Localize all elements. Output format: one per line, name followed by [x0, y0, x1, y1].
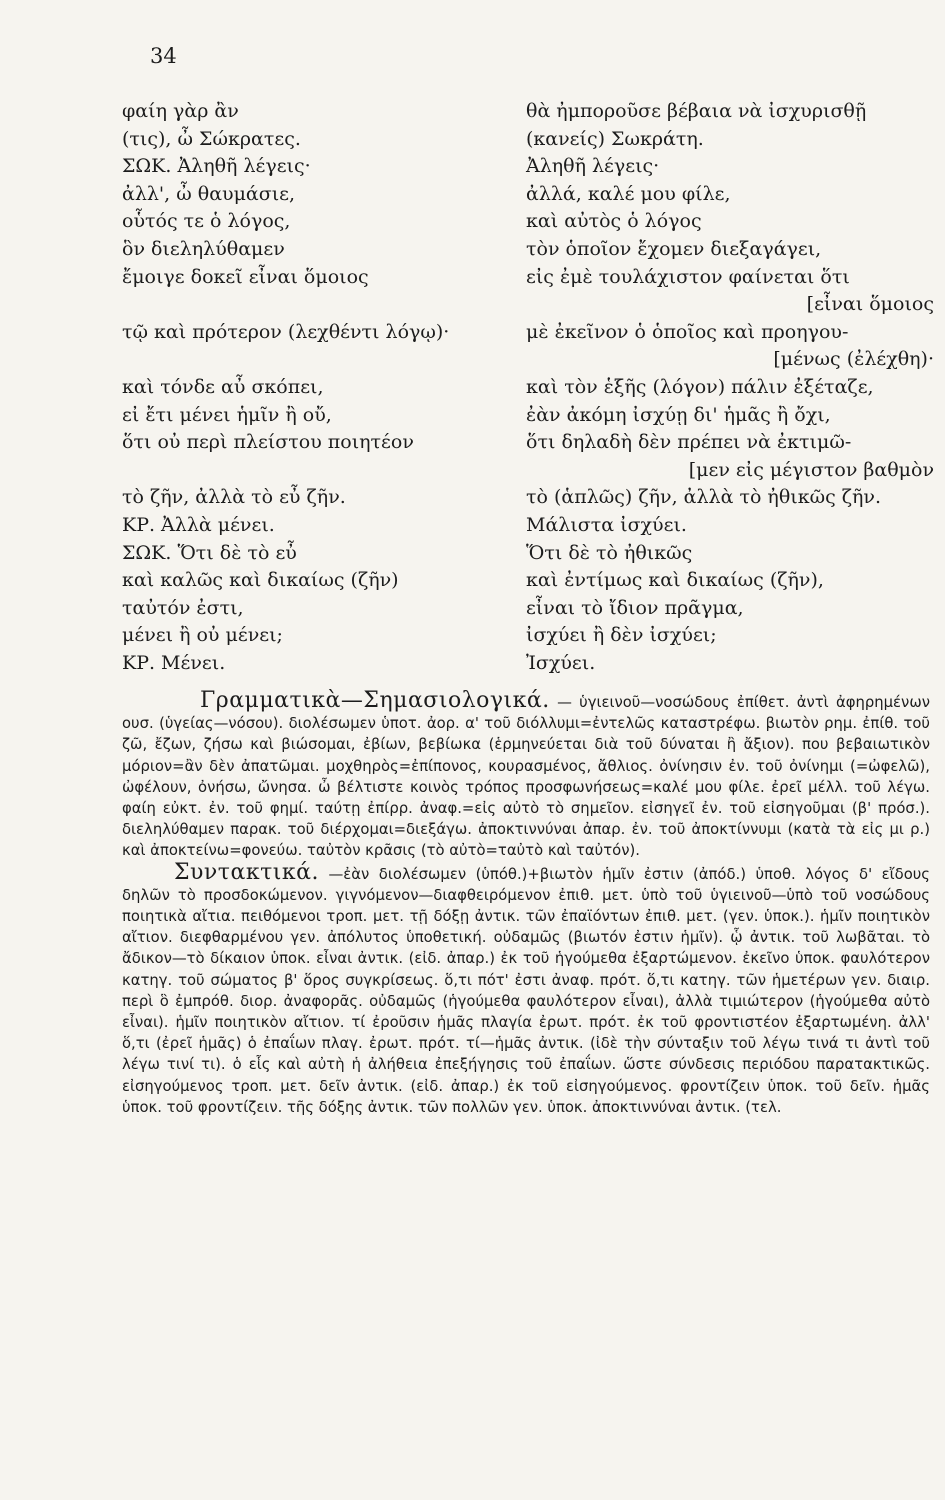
modern-translation: μὲ ἐκεῖνον ὁ ὁποῖος καὶ προηγου-: [526, 320, 849, 343]
greek-original: ΚΡ. Ἀλλὰ μένει.: [122, 513, 275, 536]
syntax-text: —ἐὰν διολέσωμεν (ὑπόθ.)+βιωτὸν ἡμῖν ἐστιν (ἀπόδ.) ὑποθ. λόγος δ' εἴδους δηλῶν τὸ προσδοκώμενον. γιγνόμενον—διαφθειρόμενον ἐπιθ. μετ. ὑπὸ τοῦ ὑγιεινοῦ—ὑπὸ τοῦ νοσώδους ποιητικὰ αἴτια. πειθόμενοι τροπ. μετ. τῇ δόξῃ ἀντικ. τῶν ἐπαϊόντων ἐπιθ. μετ. (γεν. ὑποκ.). ἡμῖν ποιητικὸν αἴτιον. διεφθαρμένου γεν. ἀπόλυτος ὑποθετική. οὐδαμῶς (βιωτόν ἐστιν ἡμῖν). ᾧ ἀντικ. τοῦ λωβᾶται. τὸ ἄδικον—τὸ δίκαιον ὑποκ. εἶναι ἀντικ. (εἰδ. ἀπαρ.) ἐκ τοῦ ἡγούμεθα ἐξαρτώμενον. ἐκεῖνο ὑποκ. φαυλότερον κατηγ. τοῦ σώματος β' ὅρος συγκρίσεως. ὅ,τι πότ' ἐστι ἀναφ. πρότ. ὅ,τι κατηγ. τῶν ἡμετέρων γεν. διαιρ. περὶ ὃ ἐμπρόθ. διορ. ἀναφορᾶς. οὐδαμῶς (ἡγούμεθα φαυλότερον εἶναι), ἀλλὰ τιμιώτερον (ἡγούμεθα αὐτὸ εἶναι). ἡμῖν ποιητικὸν αἴτιον. τί ἐροῦσιν ἡμᾶς πλαγία ἐρωτ. πρότ. ἐκ τοῦ φροντιστέον ἐξαρτωμένη. ἀλλ' ὅ,τι (ἐρεῖ ἡμᾶς) ὁ ἐπαΐων πλαγ. ἐρωτ. πρότ. τί—ἡμᾶς ἀντικ. (ἰδὲ τὴν σύνταξιν τοῦ λέγω τινά τι ἀντὶ τοῦ λέγω τινί τι). ὁ εἷς καὶ αὐτὴ ἡ ἀλήθεια ἐπεξήγησις τοῦ ἐπαΐων. ὥστε σύνδεσις περιόδου παρατακτικῶς. εἰσηγούμενος τροπ. μετ. δεῖν ἀντικ. (εἰδ. ἀπαρ.) ἐκ τοῦ εἰσηγούμενος. φροντίζειν ὑποκ. τοῦ δεῖν. ἡμᾶς ὑποκ. τοῦ φροντίζειν. τῆς δόξης ἀντικ. τῶν πολλῶν γεν. ὑποκ. ἀποκτιννύναι ἀντικ. (τελ.: [122, 865, 930, 1116]
greek-original: οὗτός τε ὁ λόγος,: [122, 210, 291, 233]
dialogue-line: [122, 402, 934, 430]
greek-original: καὶ τόνδε αὖ σκόπει,: [122, 375, 324, 398]
dialogue-line: [122, 595, 934, 623]
greek-original: εἰ ἔτι μένει ἡμῖν ἢ οὔ,: [122, 403, 332, 426]
commentary-notes: [122, 690, 930, 1118]
greek-original: ΚΡ. Μένει.: [122, 651, 226, 674]
greek-original: [122, 457, 526, 485]
modern-translation: Ἰσχύει.: [526, 651, 596, 674]
greek-original: μένει ἢ οὐ μένει;: [122, 624, 283, 647]
modern-translation: εἶναι τὸ ἴδιον πρᾶγμα,: [526, 596, 744, 619]
modern-translation: ἀλλά, καλέ μου φίλε,: [526, 182, 731, 205]
modern-translation: ἐὰν ἀκόμη ἰσχύῃ δι' ἡμᾶς ἢ ὄχι,: [526, 403, 831, 426]
dialogue-line: [122, 264, 934, 292]
grammar-text: — ὑγιεινοῦ—νοσώδους ἐπίθετ. ἀντὶ ἀφηρημένων ουσ. (ὑγείας—νόσου). διολέσωμεν ὑποτ. ἀορ. α' τοῦ διόλλυμι=ἐντελῶς καταστρέφω. βιωτὸν ρημ. ἐπίθ. τοῦ ζῶ, ἔζων, ζήσω καὶ βιώσομαι, ἐβίων, βεβίωκα (ἑρμηνεύεται διὰ τοῦ δύναται ἢ ἄξιον). που βεβαιωτικὸν μόριον=ἂν δὲν ἀπατῶμαι. μοχθηρὸς=ἐπίπονος, κουρασμένος, ἄθλιος. ὀνίνησιν ἐν. τοῦ ὀνίνημι (=ὠφελῶ), ὠφέλουν, ὀνήσω, ὤνησα. ὦ βέλτιστε κοινὸς τρόπος προσφωνήσεως=καλέ μου φίλε. ἐρεῖ μέλλ. τοῦ λέγω. φαίη εὐκτ. ἐν. τοῦ φημί. ταύτῃ ἐπίρρ. ἀναφ.=εἰς αὐτὸ τὸ σημεῖον. εἰσηγεῖ ἐν. τοῦ εἰσηγοῦμαι (β' πρόσ.). διεληλύθαμεν παρακ. τοῦ διέρχομαι=διεξάγω. ἀποκτιννύναι ἀπαρ. ἐν. τοῦ ἀποκτίννυμι (κατὰ τὰ εἰς μι ρ.) καὶ ἀποκτείνω=φονεύω. ταὐτὸν κρᾶσις (τὸ αὐτὸ=ταὐτὸ καὶ ταὐτόν).: [122, 694, 930, 860]
modern-translation: ἰσχύει ἢ δὲν ἰσχύει;: [526, 624, 717, 647]
syntax-section: [122, 859, 930, 1118]
modern-translation: τὸν ὁποῖον ἔχομεν διεξαγάγει,: [526, 237, 822, 260]
dialogue-line: [122, 540, 934, 568]
modern-translation: Ἀληθῆ λέγεις·: [526, 155, 660, 178]
modern-translation: θὰ ἠμποροῦσε βέβαια νὰ ἰσχυρισθῇ: [526, 100, 867, 122]
modern-translation: ὅτι δηλαδὴ δὲν πρέπει νὰ ἐκτιμῶ-: [526, 431, 852, 454]
modern-translation: (κανείς) Σωκράτη.: [526, 127, 704, 150]
dialogue-parallel-text: [122, 98, 934, 677]
greek-original: [122, 291, 526, 319]
greek-original: ταὐτόν ἐστι,: [122, 596, 244, 619]
modern-translation: καὶ ἐντίμως καὶ δικαίως (ζῆν),: [526, 569, 824, 592]
modern-translation-continuation: [εἶναι ὅμοιος: [806, 293, 934, 316]
dialogue-line: [122, 622, 934, 650]
dialogue-line: [122, 484, 934, 512]
grammar-section: [122, 690, 930, 862]
dialogue-line: [122, 208, 934, 236]
dialogue-line: [122, 346, 934, 374]
dialogue-line: [122, 153, 934, 181]
dialogue-line: [122, 457, 934, 485]
modern-translation: Ὅτι δὲ τὸ ἠθικῶς: [526, 541, 693, 564]
greek-original: (τις), ὦ Σώκρατες.: [122, 127, 301, 150]
greek-original: τὸ ζῆν, ἀλλὰ τὸ εὖ ζῆν.: [122, 486, 346, 509]
syntax-heading: Συντακτικά.: [174, 859, 319, 885]
greek-original: ἔμοιγε δοκεῖ εἶναι ὅμοιος: [122, 265, 369, 288]
dialogue-line: [122, 650, 934, 678]
greek-original: ΣΩΚ. Ὅτι δὲ τὸ εὖ: [122, 541, 297, 564]
dialogue-line: [122, 236, 934, 264]
dialogue-line: [122, 98, 934, 126]
dialogue-line: [122, 429, 934, 457]
greek-original: ὃν διεληλύθαμεν: [122, 237, 285, 260]
greek-original: ΣΩΚ. Ἀληθῆ λέγεις·: [122, 155, 311, 178]
modern-translation: τὸ (ἁπλῶς) ζῆν, ἀλλὰ τὸ ἠθικῶς ζῆν.: [526, 486, 882, 509]
dialogue-line: [122, 126, 934, 154]
greek-original: ἀλλ', ὦ θαυμάσιε,: [122, 182, 296, 205]
modern-translation: εἰς ἐμὲ τουλάχιστον φαίνεται ὅτι: [526, 265, 850, 288]
dialogue-line: [122, 567, 934, 595]
greek-original: [122, 346, 526, 374]
modern-translation: Μάλιστα ἰσχύει.: [526, 513, 687, 536]
greek-original: ὅτι οὐ περὶ πλείστου ποιητέον: [122, 431, 414, 454]
modern-translation: καὶ τὸν ἑξῆς (λόγον) πάλιν ἐξέταζε,: [526, 375, 874, 398]
dialogue-line: [122, 319, 934, 347]
dialogue-line: [122, 181, 934, 209]
modern-translation-continuation: [μεν εἰς μέγιστον βαθμὸν: [688, 458, 934, 481]
greek-original: φαίη γὰρ ἂν: [122, 100, 239, 122]
greek-original: τῷ καὶ πρότερον (λεχθέντι λόγῳ)·: [122, 320, 450, 343]
greek-original: καὶ καλῶς καὶ δικαίως (ζῆν): [122, 569, 399, 592]
page-number: 34: [150, 44, 177, 68]
modern-translation: καὶ αὐτὸς ὁ λόγος: [526, 210, 702, 233]
dialogue-line: [122, 512, 934, 540]
grammar-heading: Γραμματικὰ—Σημασιολογικά.: [200, 688, 550, 713]
dialogue-line: [122, 374, 934, 402]
modern-translation-continuation: [μένως (ἐλέχθη)·: [773, 348, 934, 371]
dialogue-line: [122, 291, 934, 319]
